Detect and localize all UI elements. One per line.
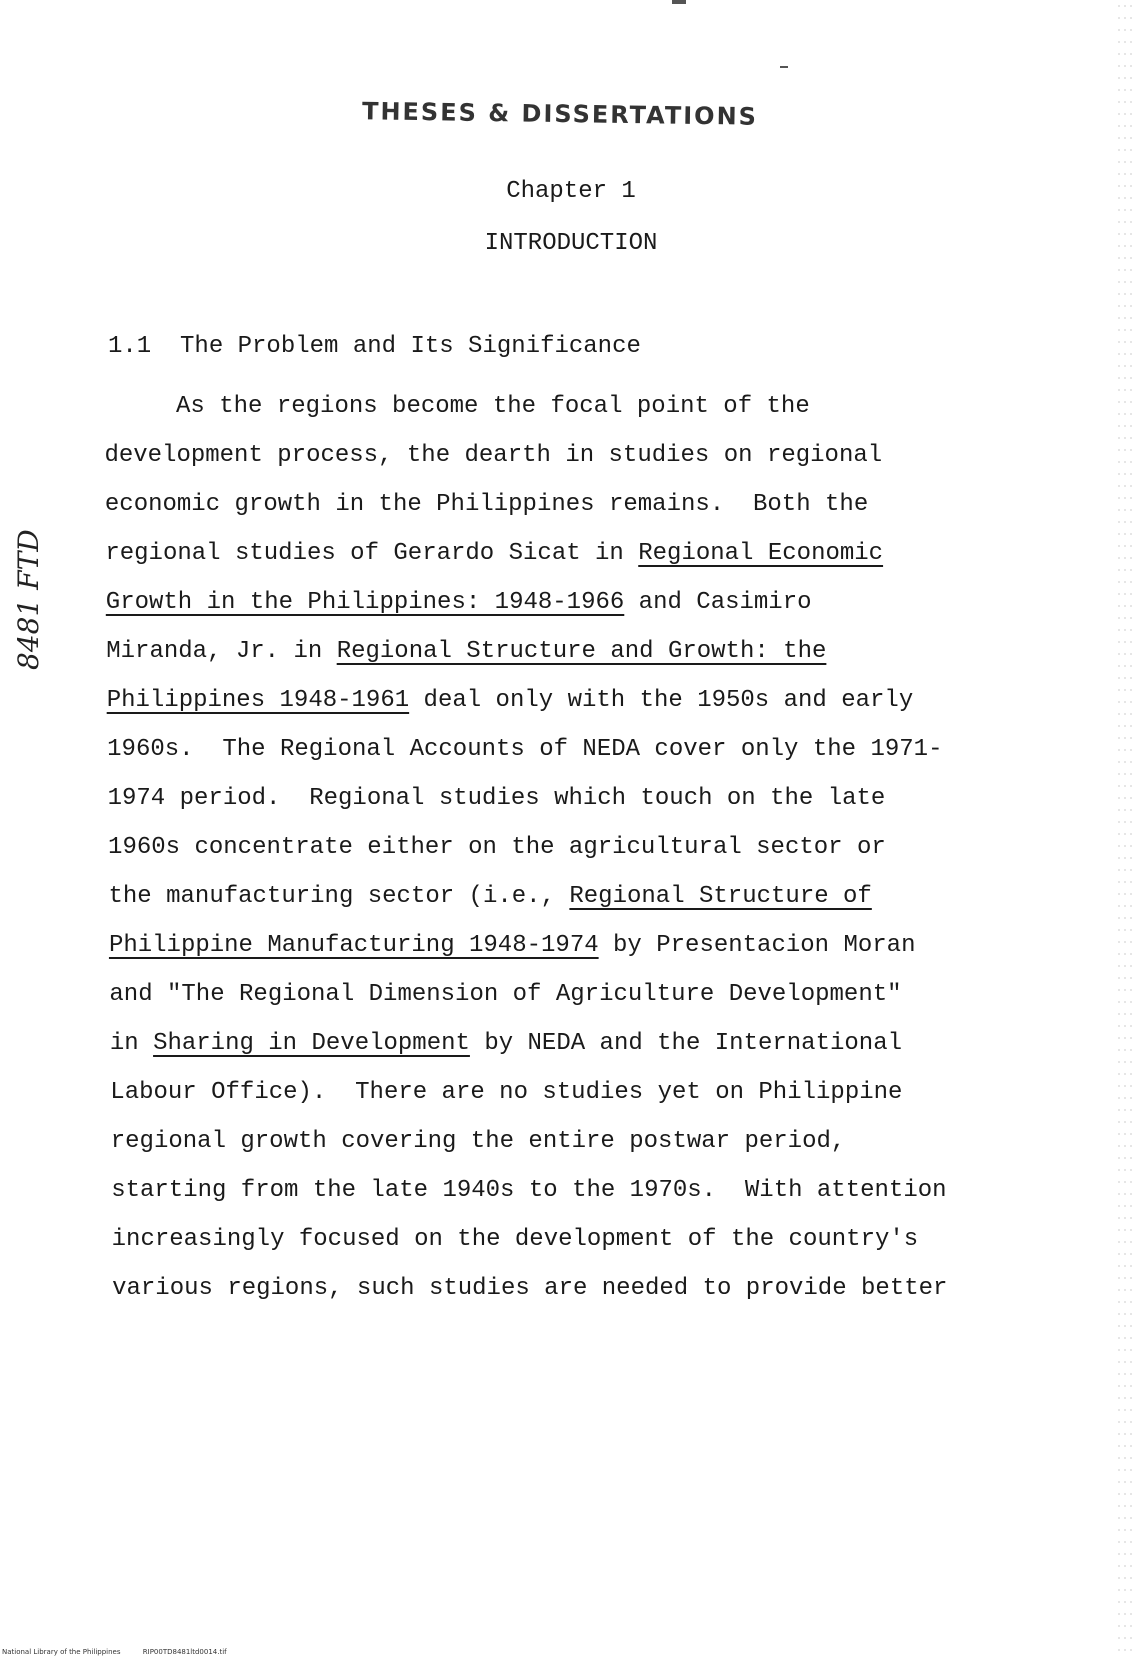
body-text-span: increasingly focused on the development of the country's xyxy=(111,1226,919,1253)
body-line xyxy=(109,931,916,961)
scan-mark xyxy=(780,66,788,68)
footer-file: RIP00TD8481ltd0014.tif xyxy=(142,1648,227,1656)
handwritten-margin-note: 8481 FTD xyxy=(12,529,45,670)
body-line xyxy=(105,539,883,569)
underlined-title: Regional Structure and Growth: the xyxy=(336,638,827,665)
body-line xyxy=(107,735,942,765)
body-text-span: by Presentacion Moran xyxy=(598,932,916,959)
body-line xyxy=(110,1029,902,1059)
body-line xyxy=(104,392,810,422)
underlined-title: Growth in the Philippines: 1948-1966 xyxy=(105,589,625,616)
body-line xyxy=(110,1078,902,1108)
chapter-number: Chapter 1 xyxy=(506,178,636,205)
body-text-span: and "The Regional Dimension of Agriculture Development" xyxy=(109,981,902,1008)
body-text-span: 1974 period. Regional studies which touch on the late xyxy=(107,785,886,812)
underlined-title: Regional Economic xyxy=(638,540,884,567)
underlined-title: Sharing in Development xyxy=(153,1030,470,1057)
body-line xyxy=(112,1225,919,1255)
body-text-span: As the regions become the focal point of the xyxy=(104,393,810,420)
body-text-span: regional growth covering the entire postwar period, xyxy=(110,1128,846,1155)
body-line xyxy=(104,441,882,471)
body-text-span: 1960s concentrate either on the agricultural sector or xyxy=(108,834,886,861)
underlined-title: Philippines 1948-1961 xyxy=(106,687,410,714)
body-line xyxy=(106,588,812,618)
body-text-span: Miranda, Jr. in xyxy=(106,638,337,665)
underlined-title: Philippine Manufacturing 1948-1974 xyxy=(108,932,599,959)
body-line xyxy=(106,637,826,667)
body-line xyxy=(112,1274,947,1304)
body-text-span: and Casimiro xyxy=(624,589,812,616)
scan-mark xyxy=(672,0,686,4)
underlined-title: Regional Structure of xyxy=(569,883,872,910)
body-line xyxy=(107,686,914,716)
body-text-span: the manufacturing sector (i.e., xyxy=(108,883,570,910)
footer-library: National Library of the Philippines xyxy=(2,1648,121,1656)
body-line xyxy=(111,1176,946,1206)
body-text-span: economic growth in the Philippines remains. Both the xyxy=(104,491,869,518)
body-text-span: various regions, such studies are needed to provide better xyxy=(112,1275,948,1302)
theses-stamp: THESES & DISSERTATIONS xyxy=(361,97,759,131)
body-line xyxy=(108,833,886,863)
body-text-span: in xyxy=(109,1030,154,1057)
body-line xyxy=(105,490,868,520)
body-text-span: 1960s. The Regional Accounts of NEDA cover only the 1971- xyxy=(107,736,943,763)
body-text-span: deal only with the 1950s and early xyxy=(409,687,914,714)
body-line xyxy=(109,980,901,1010)
body-text-span: development process, the dearth in studies on regional xyxy=(104,442,883,469)
body-line xyxy=(109,882,872,912)
chapter-title: INTRODUCTION xyxy=(484,230,658,257)
body-text-span: Labour Office). There are no studies yet on Philippine xyxy=(110,1079,903,1106)
body-text-span: regional studies of Gerardo Sicat in xyxy=(105,540,639,567)
scan-footer xyxy=(2,1648,227,1656)
body-text-span: by NEDA and the International xyxy=(469,1030,902,1057)
section-heading: 1.1 The Problem and Its Significance xyxy=(108,333,641,360)
body-line xyxy=(111,1127,846,1157)
body-line xyxy=(108,784,886,814)
body-text-span: starting from the late 1940s to the 1970s. With attention xyxy=(111,1177,947,1204)
